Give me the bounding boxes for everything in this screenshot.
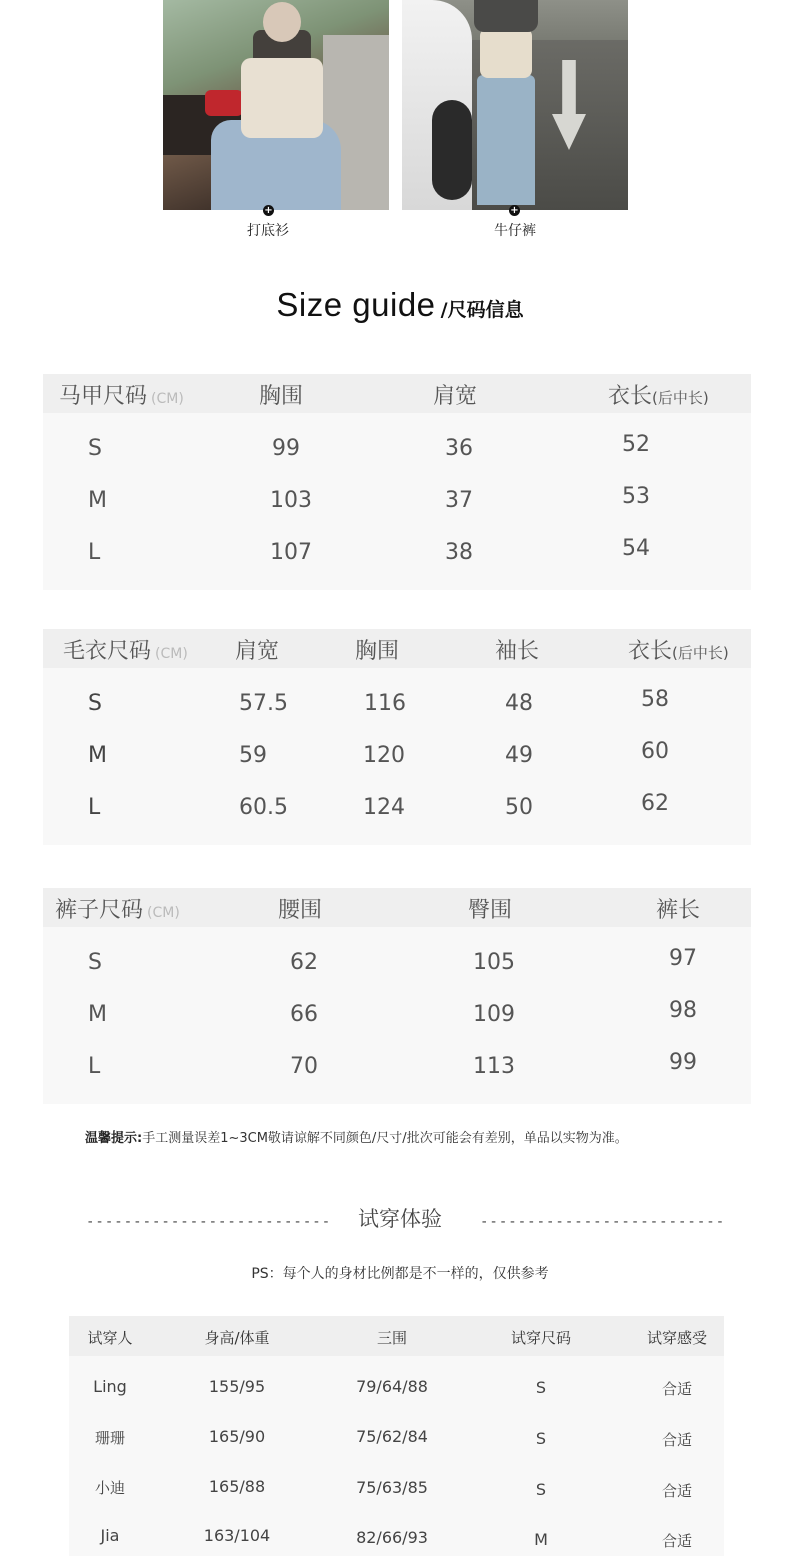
header-cell: 三围 [376,1329,407,1347]
table-cell: 53 [622,484,650,509]
table-name: 马甲尺码 (CM) [59,384,184,409]
tryon-note: PS：每个人的身材比例都是不一样的，仅供参考 [251,1266,549,1282]
table-cell: 59 [239,743,267,768]
header-cell: 衣长(后中长) [608,384,709,409]
table-cell: S [535,1378,547,1397]
table-cell: 合适 [661,1380,692,1398]
table-cell: Ling [93,1377,127,1396]
table-cell: 54 [622,536,650,561]
table-cell: Jia [100,1526,120,1545]
table-cell: 99 [272,436,300,461]
model-photo-jeans [402,0,628,210]
table-cell: 109 [473,1002,515,1027]
table-cell: M [534,1530,548,1549]
size-label: S [88,950,102,975]
table-cell: 60 [641,739,669,764]
sweater-size-table [43,629,751,845]
table-cell: 75/63/85 [356,1478,428,1497]
table-cell: 113 [473,1054,515,1079]
table-cell: 49 [505,743,533,768]
table-cell: 合适 [661,1431,692,1449]
table-cell: 75/62/84 [356,1427,428,1446]
header-cell: 胸围 [355,639,400,664]
divider-left: -------------------------- [86,1214,332,1230]
table-name: 裤子尺码 (CM) [55,898,180,923]
table-cell: 165/90 [208,1427,266,1446]
table-cell: 107 [270,540,312,565]
table-cell: 99 [669,1050,697,1075]
pants-size-table [43,888,751,1104]
table-cell: 小迪 [94,1479,125,1497]
table-cell: 60.5 [239,795,288,820]
table-cell: 62 [290,950,318,975]
header-cell: 试穿人 [87,1329,133,1347]
tip-label: 温馨提示: [85,1131,143,1146]
table-cell: 50 [505,795,533,820]
header-cell: 肩宽 [433,384,478,409]
table-cell: 合适 [661,1532,692,1550]
size-label: L [88,1054,101,1079]
tip-text: 手工测量误差1~3CM敬请谅解不同颜色/尺寸/批次可能会有差别，单品以实物为准。 [142,1131,628,1146]
size-label: S [88,436,102,461]
measurement-tip [85,1127,628,1146]
table-cell: 57.5 [239,691,288,716]
model-photo-top [163,0,389,210]
title-en: Size guide [276,286,436,323]
table-cell: 合适 [661,1482,692,1500]
header-cell: 腰围 [278,898,323,923]
table-cell: 36 [445,436,473,461]
size-label: L [88,795,101,820]
divider-right: -------------------------- [480,1214,726,1230]
header-cell: 袖长 [495,639,540,664]
plus-icon: + [264,205,273,216]
table-cell: 98 [669,998,697,1023]
table-cell: 97 [669,946,697,971]
header-cell: 胸围 [259,384,304,409]
table-cell: 120 [363,743,405,768]
size-label: M [88,743,107,768]
table-cell: 103 [270,488,312,513]
table-cell: S [535,1429,547,1448]
photo-caption: 牛仔裤 [494,223,536,239]
table-cell: 79/64/88 [356,1377,428,1396]
table-cell: 48 [505,691,533,716]
table-cell: 62 [641,791,669,816]
plus-icon: + [510,205,519,216]
header-cell: 试穿感受 [646,1329,707,1347]
header-cell: 裤长 [656,898,701,923]
vest-size-table [43,374,751,590]
table-cell: 58 [641,687,669,712]
table-cell: 105 [473,950,515,975]
header-cell: 身高/体重 [204,1329,270,1347]
table-cell: 52 [622,432,650,457]
size-label: L [88,540,101,565]
table-cell: 70 [290,1054,318,1079]
table-cell: S [535,1480,547,1499]
table-cell: 165/88 [208,1477,266,1496]
table-cell: 155/95 [208,1377,266,1396]
table-cell: 124 [363,795,405,820]
page-title [0,286,800,324]
table-cell: 116 [364,691,406,716]
size-label: M [88,488,107,513]
table-cell: 163/104 [203,1526,271,1545]
size-label: S [88,691,102,716]
photo-caption: 打底衫 [247,223,289,239]
header-cell: 衣长(后中长) [628,639,729,664]
table-cell: 37 [445,488,473,513]
table-cell: 82/66/93 [356,1528,428,1547]
header-cell: 试穿尺码 [510,1329,571,1347]
table-cell: 38 [445,540,473,565]
table-name: 毛衣尺码 (CM) [63,639,188,664]
header-cell: 肩宽 [235,639,280,664]
header-cell: 臀围 [468,898,513,923]
title-cn: /尺码信息 [440,299,524,321]
table-cell: 66 [290,1002,318,1027]
table-cell: 珊珊 [94,1429,125,1447]
size-label: M [88,1002,107,1027]
tryon-title: 试穿体验 [358,1207,442,1231]
tryon-table [69,1316,724,1556]
